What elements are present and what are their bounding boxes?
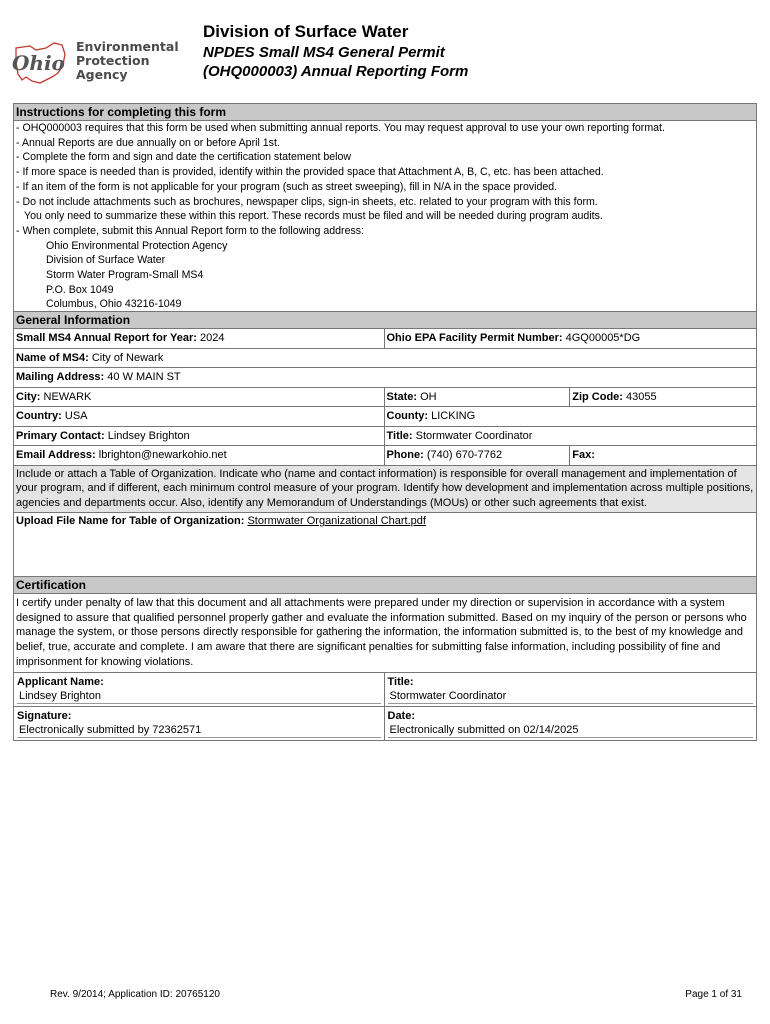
city-value: NEWARK [43,390,92,403]
fax-field[interactable]: Fax: [570,446,757,465]
phone-value: (740) 670-7762 [426,449,503,461]
ms4-name-value: City of Newark [91,351,164,364]
instruction-line: - Do not include attachments such as brochures, newspaper clips, sign-in sheets, etc. related to your program with this form. [16,195,598,208]
mailing-address-field[interactable]: Mailing Address: 40 W MAIN ST [14,368,757,387]
state-field[interactable]: State: OH [385,388,571,407]
country-county-row [13,407,757,427]
email-value: lbrighton@newarkohio.net [98,449,227,461]
applicant-title-value: Stormwater Coordinator [388,689,754,704]
ohio-epa-logo [10,40,180,86]
org-table-upload-field[interactable]: Upload File Name for Table of Organization: Stormwater Organizational Chart.pdf [13,513,757,577]
ohio-outline-icon [10,40,74,86]
date-field[interactable]: Date: Electronically submitted on 02/14/2025 [385,707,758,741]
instruction-line: - Annual Reports are due annually on or before April 1st. [16,136,280,149]
instructions-section [13,121,757,312]
org-table-instructions: Include or attach a Table of Organization. Indicate who (name and contact information) is responsible for overall management and implementation of your program, and if different, each minimum control measure of your program. Identify how development and implementation across multiple positions, agencies and departments occur. Also, identify any Memorandum of Understandings (MOUs) or other such agreements that exist. [13,466,757,514]
revision-footer: Rev. 9/2014; Application ID: 20765120 [50,989,220,1000]
primary-contact-value: Lindsey Brighton [107,429,190,442]
address-line: Ohio Environmental Protection Agency [46,239,228,252]
applicant-title-field[interactable]: Title: Stormwater Coordinator [385,673,758,707]
country-value: USA [64,410,88,422]
signature-field[interactable]: Signature: Electronically submitted by 72362571 [14,707,385,741]
report-year-row [13,329,757,349]
certification-heading: Certification [13,577,757,594]
mailing-address-value: 40 W MAIN ST [107,371,181,383]
city-field[interactable]: City: NEWARK [14,388,385,407]
instruction-line: - OHQ000003 requires that this form be used when submitting annual reports. You may request approval to use your own reporting format. [16,122,665,134]
ms4-name-field[interactable]: Name of MS4: City of Newark [14,349,757,368]
county-field[interactable]: County: LICKING [385,407,758,426]
date-value: Electronically submitted on 02/14/2025 [388,723,754,738]
address-line: Storm Water Program-Small MS4 [46,269,204,282]
svg-text:Ohio: Ohio [12,51,65,75]
county-value: LICKING [431,410,476,422]
page-subtitle-permit: NPDES Small MS4 General Permit [203,44,445,61]
applicant-name-field[interactable]: Applicant Name: Lindsey Brighton [14,673,385,707]
address-line: Columbus, Ohio 43216-1049 [46,298,182,311]
country-field[interactable]: Country: USA [14,407,385,426]
signature-row [13,707,757,741]
general-info-heading: General Information [13,312,757,329]
org-table-file-link[interactable]: Stormwater Organizational Chart.pdf [247,515,426,528]
state-value: OH [420,390,437,403]
mailing-address-row [13,368,757,388]
email-field[interactable]: Email Address: lbrighton@newarkohio.net [14,446,385,465]
contact-title-value: Stormwater Coordinator [415,429,533,442]
instruction-line: - Complete the form and sign and date the certification statement below [16,151,352,164]
instruction-line: - When complete, submit this Annual Report form to the following address: [16,224,364,237]
signature-value: Electronically submitted by 72362571 [17,723,381,738]
ms4-name-row [13,349,757,369]
applicant-name-value: Lindsey Brighton [17,689,381,704]
phone-field[interactable]: Phone: (740) 670-7762 [385,446,571,465]
instruction-line: You only need to summarize these within this report. These records must be filed and will be needed during program audits. [24,210,603,223]
email-phone-fax-row [13,446,757,466]
primary-contact-field[interactable]: Primary Contact: Lindsey Brighton [14,427,385,446]
zip-value: 43055 [626,390,657,403]
instructions-heading: Instructions for completing this form [13,103,757,121]
page-subtitle-form: (OHQ000003) Annual Reporting Form [203,63,469,80]
contact-row [13,427,757,447]
contact-title-field[interactable]: Title: Stormwater Coordinator [385,427,758,446]
address-line: P.O. Box 1049 [46,283,114,296]
address-line: Division of Surface Water [46,254,166,267]
page-title: Division of Surface Water [203,22,409,41]
report-year-value: 2024 [200,332,225,344]
page-number: Page 1 of 31 [685,989,742,1000]
annual-report-form [13,103,757,741]
city-state-zip-row [13,388,757,408]
logo-agency-name: Environmental Protection Agency [76,39,179,82]
report-year-field[interactable]: Small MS4 Annual Report for Year: 2024 [14,329,385,348]
applicant-row [13,672,757,707]
certification-statement: I certify under penalty of law that this document and all attachments were prepared under my direction or supervision in accordance with a system designed to assure that qualified personnel properly gather and evaluate the information submitted. Based on my inquiry of the person or persons who manage the system, or those persons directly responsible for gathering the information, the information submitted is, to the best of my knowledge and belief, true, accurate and complete. I am aware that there are significant penalties for submitting false information, including possibility of fine and imprisonment for knowing violations. [13,594,757,672]
permit-number-value: 4GQ00005*DG [565,332,641,344]
zip-field[interactable]: Zip Code: 43055 [570,388,757,407]
instruction-line: - If an item of the form is not applicable for your program (such as street sweeping), fill in N/A in the space provided. [16,180,558,193]
permit-number-field[interactable]: Ohio EPA Facility Permit Number: 4GQ00005*DG [385,329,758,348]
instruction-line: - If more space is needed than is provided, identify within the provided space that Attachment A, B, C, etc. has been attached. [16,166,604,179]
